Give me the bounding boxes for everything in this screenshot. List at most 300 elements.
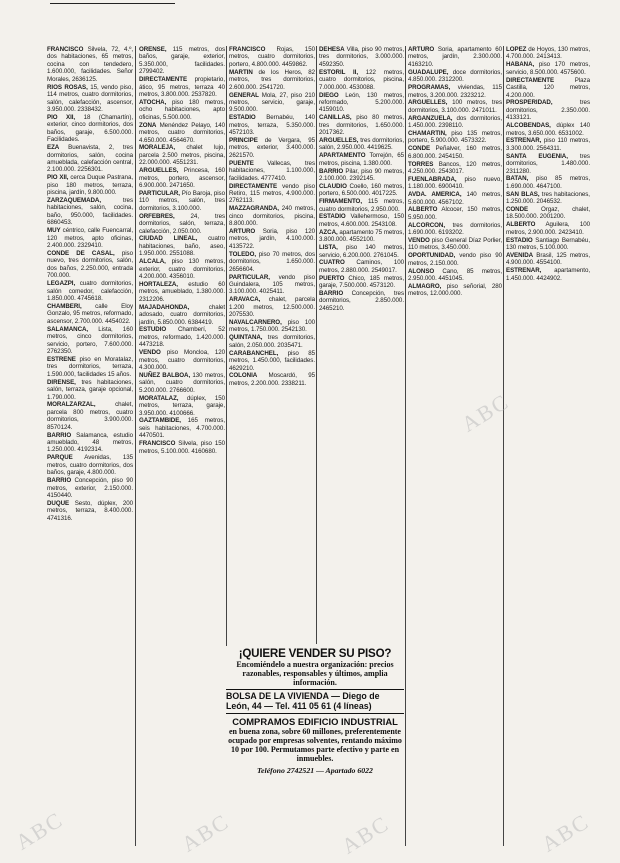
classified-ad-lead: ARTURO [229, 228, 256, 235]
classified-ad [229, 205, 315, 227]
classified-ad-text: piso 180 metros, ocho habitaciones, apto oficinas, 5.500.000. [139, 98, 225, 121]
classified-ad-lead: CHAMBERI, [47, 302, 82, 310]
classified-ad [139, 304, 225, 326]
classified-ad-text: Menéndez Pelayo, 140 metros, cuatro dormitorios, 4.650.000. 4564670. [139, 121, 225, 144]
column-divider [405, 46, 406, 846]
classified-ad [139, 258, 225, 280]
classified-ad-text: Lista, 160 metros, cinco dormitorios, servicio, portero, 7.600.000. 2762350. [47, 325, 133, 356]
classified-ad-text: Pío Baroja, piso 110 metros, salón, tres dormitorios, 3.100.000. [139, 189, 225, 212]
classified-ad [506, 267, 590, 282]
classified-ad-text: calle Eloy Gonzalo, 95 metros, reformado, ascensor, 2.700.000. 4454022. [47, 302, 133, 325]
classified-ad-text: estudio 60 metros, amueblado, 1.380.000. 2312206. [139, 280, 225, 303]
classified-ad-text: Orgaz, chalet, 18.500.000. 2001200. [506, 206, 590, 221]
classified-ad-text: piso 170 metros, servicio, 8.500.000. 4575600. [506, 61, 590, 76]
classified-ad-lead: APARTAMENTO [319, 152, 366, 160]
classified-ad-text: Vallecas, tres habitaciones, 1.100.000, facilidades. 4777410. [229, 159, 315, 182]
classified-ad [506, 175, 590, 190]
classified-ad [408, 84, 502, 99]
classified-ad [408, 99, 502, 114]
classified-ad-lead: CHAMARTIN, [408, 129, 447, 137]
classified-ad [139, 417, 225, 439]
classified-ad-text: de los Heros, 82 metros, tres dormitorios, 2.600.000. 2541720. [229, 68, 315, 91]
classified-ad [47, 401, 133, 431]
classified-ad [408, 237, 502, 252]
classified-ad [47, 432, 133, 454]
classified-ad-lead: CONDE [506, 206, 529, 214]
classified-ad-text: Plaza Castilla, 120 metros, 4.200.000. [506, 76, 590, 99]
classified-ad-lead: ARAVACA, [229, 296, 261, 304]
classified-ad [47, 144, 133, 174]
classified-ad [139, 235, 225, 257]
classified-ad-lead: DIRECTAMENTE [506, 76, 555, 84]
classified-ad-lead: ALCORCON, [408, 221, 446, 229]
classified-ad-text: cerca Duque Pastrana, piso 180 metros, terraza, piscina, jardín, 9.800.000. [47, 174, 133, 197]
classified-ad [229, 69, 315, 91]
classified-ad-text: Coello, 160 metros, portero, 6.500.000. 4017225. [319, 182, 404, 198]
classified-ad-lead: CONDE DE CASAL, [47, 249, 115, 257]
classified-ad [506, 153, 590, 175]
classified-ad-text: Concepción, piso 90 metros, exterior, 2.150.000. 4150440. [47, 477, 133, 499]
classified-ad [47, 197, 133, 227]
classified-ad-lead: ORENSE, [139, 46, 167, 53]
classified-ad [139, 281, 225, 303]
classified-ad-text: piso General Díaz Porlier, 110 metros, 3.450.000. [408, 237, 502, 252]
classified-ad [47, 356, 133, 378]
classified-ad-text: piso 110 metros, 3.300.000. 2564311. [506, 137, 590, 152]
classified-ad [47, 46, 133, 83]
classified-ad [408, 268, 502, 283]
classified-ad [319, 114, 404, 136]
classified-ad-lead: CONDE [408, 145, 431, 153]
classified-ad [506, 221, 590, 236]
classified-ad-text: Mola, 27, piso 210 metros, servicio, garaje, 9.500.000. [229, 91, 315, 114]
classified-column-5 [408, 46, 502, 846]
classified-ad [319, 69, 404, 91]
classified-ad-lead: GUADALUPE, [408, 68, 449, 76]
classified-ad [47, 303, 133, 325]
classified-ad-text: de Vergara, 95 metros, exterior, 3.400.000. 2621570. [229, 137, 315, 159]
classified-ad-lead: ALBERTO [506, 221, 536, 229]
classified-ad-text: apartamento 75 metros, 3.800.000. 4552100. [319, 228, 404, 244]
classified-ad-text: Soria, apartamento 60 metros, jardín, 2.300.000. 4163210. [408, 46, 502, 68]
classified-ad-text: chalet, parcela 1.200 metros, 12.500.000. 2075530. [229, 296, 315, 319]
classified-ad-lead: PARTICULAR, [139, 189, 180, 197]
classified-ad [319, 229, 404, 244]
classified-ad [408, 283, 502, 298]
classified-ad [408, 46, 502, 68]
classified-ad-text: Caminos, 100 metros, 2.880.000. 2549017. [319, 259, 404, 274]
classified-ad [139, 440, 225, 455]
classified-ad-text: chalet, parcela 800 metros, cuatro dormitorios, 3.900.000. 8570124. [47, 401, 133, 431]
classified-ad-text: cuatro dormitorios, salón comedor, calefacción, 1.850.000. 4745618. [47, 280, 133, 303]
classified-column-1 [47, 46, 133, 846]
classified-ad-text: chalet lujo, parcela 2.500 metros, piscina, 22.000.000. 4551231. [139, 144, 225, 167]
classified-ad-text: 24, tres dormitorios, salón, terraza, calefacción, 2.050.000. [139, 212, 225, 235]
classified-ad-text: tres dormitorios, 1.480.000. 2311280. [506, 152, 590, 175]
classified-ad-text: piso señorial, 280 metros, 12.000.000. [408, 282, 502, 298]
classified-ad-lead: PRINCIPE [229, 137, 258, 144]
classified-ad [139, 144, 225, 166]
classified-ad-lead: LEGAZPI, [47, 280, 76, 288]
classified-ad [319, 152, 404, 167]
classified-ad-lead: FRANCISCO [139, 440, 176, 448]
classified-ad-text: Princesa, 160 metros, portero, ascensor, 6.900.000. 2471650. [139, 167, 225, 190]
classified-ad [139, 213, 225, 235]
classified-ad-text: Chico, 185 metros, garaje, 7.500.000. 4573120. [319, 274, 404, 290]
classified-ad-text: 140 metros, 5.600.000. 4567102. [408, 191, 502, 206]
classified-ad-lead: PARTICULAR, [229, 273, 270, 281]
classified-ad [506, 61, 590, 76]
classified-ad [319, 46, 404, 68]
classified-ad [408, 191, 502, 206]
classified-ad-text: viviendas, 115 metros, 3.200.000. 2323212. [408, 84, 502, 99]
classified-ad-text: dúplex 140 metros, 3.650.000. 6531002. [506, 122, 590, 137]
classified-ad-lead: EZA [47, 144, 60, 152]
classified-ad [319, 183, 404, 198]
classified-ad-lead: DIEGO [319, 91, 339, 99]
classified-ad-lead: VENDO [408, 237, 430, 245]
classified-ad-text: Concepción, tres dormitorios, 2.850.000. 2465210. [319, 289, 404, 312]
classified-ad-text: Bancos, 120 metros, 4.250.000. 2543017. [408, 160, 502, 175]
classified-ad-text: chalet adosado, cuatro dormitorios, jardín, 5.850.000. 6384419. [139, 303, 225, 326]
classified-ad-lead: BARRIO [319, 289, 344, 297]
classified-ad-text: 15, vendo piso, 114 metros, cuatro dormitorios, salón, calefacción, ascensor, 3.950.000. 2338432. [47, 83, 133, 114]
classified-ad [506, 77, 590, 99]
classified-ad [506, 237, 590, 252]
classified-ad-lead: QUINTANA, [229, 334, 263, 342]
classified-ad-text: Soria, piso 120 metros, jardín, 4.100.000. 4135722. [229, 228, 315, 250]
ad-headline-2: COMPRAMOS EDIFICIO INDUSTRIAL [232, 716, 398, 728]
classified-ad [47, 477, 133, 499]
classified-ad [408, 145, 502, 160]
classified-ad-lead: PROSPERIDAD, [506, 99, 553, 107]
classified-ad-text: Peñalver, 160 metros, 6.800.000. 2454150. [408, 145, 502, 160]
classified-ad-lead: ALMAGRO, [408, 282, 442, 290]
classified-ad-lead: ARTURO [408, 46, 435, 53]
classified-ad-text: Rojas, 150 metros, cuatro dormitorios, portero, 4.800.000. 4459862. [229, 46, 315, 68]
classified-ad-lead: AZCA, [319, 228, 338, 236]
classified-ad-lead: MUY [47, 227, 61, 235]
classified-ad [47, 227, 133, 249]
classified-ad [47, 379, 133, 401]
classified-ad [139, 395, 225, 417]
column-divider [135, 46, 136, 846]
classified-ad [408, 206, 502, 221]
classified-ad [139, 46, 225, 76]
classified-ad-text: vendo piso Retiro, 115 metros, 4.900.000. 2762113. [229, 182, 315, 205]
classified-ad-text: Santiago Bernabéu, 130 metros, 5.100.000. [506, 236, 590, 252]
classified-ad-lead: DEHESA [319, 46, 345, 53]
classified-ad-lead: FIRMAMENTO, [319, 198, 362, 206]
classified-ad-text: piso nuevo, 1.180.000. 6900410. [408, 175, 502, 191]
classified-ad [47, 500, 133, 522]
classified-ad-lead: GENERAL [229, 91, 259, 99]
classified-ad [229, 350, 315, 372]
classified-ad-text: tres dormitorios, 1.690.000. 6193202. [408, 221, 502, 237]
classified-ad-lead: SALAMANCA, [47, 325, 89, 333]
classified-ad [408, 161, 502, 176]
classified-ad-text: propietario, ático, 95 metros, terraza 40 metros, 3.800.000. 2537820. [139, 76, 225, 99]
column-divider [503, 46, 504, 846]
classified-ad [229, 334, 315, 349]
classified-ad [229, 114, 315, 136]
classified-ad-lead: MORALEJA, [139, 144, 175, 152]
classified-ad-lead: DIRENSE, [47, 378, 76, 386]
classified-ad-lead: ESTADIO [229, 114, 256, 122]
classified-ad-text: Alcocer, 150 metros, 5.950.000. [408, 206, 502, 221]
classified-ad [408, 176, 502, 191]
classified-ad-text: Chamberí, 52 metros, reformado, 1.420.000. 4473218. [139, 326, 225, 349]
classified-ad [506, 191, 590, 206]
classified-ad-text: Salamanca, estudio amueblado, 48 metros, 1.250.000. 4192314. [47, 431, 133, 454]
classified-ad [506, 46, 590, 61]
classified-ad-text: Avenidas, 135 metros, cuatro dormitorios, dos baños, garaje, 4.800.000. [47, 454, 133, 477]
classified-ad-lead: CLAUDIO [319, 182, 347, 190]
classified-ad [319, 244, 404, 259]
classified-ad [408, 252, 502, 267]
classified-ad-text: Silvela, 72, 4.º, dos habitaciones, 65 metros, cocina con tendedero, 1.600.000, facilidades. Señor Morales, 2636125. [47, 46, 133, 83]
classified-ad-lead: LOPEZ [506, 46, 527, 53]
classified-ad-lead: HORTALEZA, [139, 280, 178, 288]
classified-ad-text: piso 140 metros, servicio, 6.200.000. 2761045. [319, 244, 404, 259]
classified-ad-lead: FRANCISCO [47, 46, 84, 53]
classified-ad-lead: RIOS ROSAS, [47, 83, 88, 91]
classified-ad-text: piso 85 metros, 1.690.000. 4647100. [506, 175, 590, 190]
watermark-logo: ABC [457, 388, 514, 437]
classified-ad-lead: FUENLABRADA, [408, 175, 457, 183]
classified-ad-text: piso Moncloa, 120 metros, cuatro dormitorios, 4.300.000. [139, 349, 225, 372]
classified-ad-text: Torrejón, 65 metros, piscina, 1.380.000. [319, 152, 404, 167]
ad-office-line: BOLSA DE LA VIVIENDA — Diego de León, 44 — Tel. 411 05 61 (4 líneas) [226, 691, 380, 711]
classified-ad-text: Moscardó, 95 metros, 2.200.000. 2338211. [229, 372, 315, 387]
classified-ad [408, 222, 502, 237]
classified-ad [229, 46, 315, 68]
classified-ad-text: tres habitaciones, salón, cocina, baño, 950.000, facilidades. 6860453. [47, 197, 133, 227]
classified-ad-text: Silvela, piso 150 metros, 5.100.000. 4160680. [139, 440, 225, 455]
classified-ad-text: tres dormitorios, 2.350.000. 4133121. [506, 99, 590, 122]
classified-ad-lead: LISTA, [319, 244, 338, 252]
classified-ad-text: Vallehermoso, 150 metros, 4.600.000. 2543108. [319, 213, 404, 228]
classified-ad-lead: BARRIO [319, 167, 344, 175]
classified-ad-text: Buenavista, 2, tres dormitorios, salón, cocina amueblada, calefacción central, 2.100.000. 2256301. [47, 144, 133, 174]
classified-ad-text: 115 metros, cuatro dormitorios, 2.950.000. [319, 198, 404, 213]
classified-ad-lead: DIRECTAMENTE [139, 76, 188, 84]
classified-ad-lead: ESTRENE [47, 355, 76, 363]
classified-ad-lead: ALCOBENDAS, [506, 122, 551, 130]
classified-ad [139, 99, 225, 121]
classified-ad-lead: PARQUE [47, 454, 73, 462]
classified-ad-text: apartamento, 1.450.000. 4424902. [506, 267, 590, 282]
classified-ad-text: 165 metros, seis habitaciones, 4.700.000. 4470501. [139, 417, 225, 440]
classified-ad [47, 114, 133, 144]
classified-ad [47, 454, 133, 476]
ad-body: Encomiéndelo a nuestra organización: precios razonables, responsables y últimos, amplia información. [236, 660, 394, 687]
classified-ad [47, 174, 133, 196]
classified-ad-text: piso 70 metros, dos dormitorios, 1.650.000. 2656604. [229, 250, 315, 273]
classified-ad-text: Villa, piso 90 metros, tres dormitorios, 3.000.000. 4592350. [319, 46, 404, 68]
classified-ad-lead: TOLEDO, [229, 250, 257, 258]
watermark-logo: ABC [537, 808, 594, 857]
ad-rule [226, 689, 404, 690]
classified-ad-lead: CARABANCHEL, [229, 349, 279, 357]
classified-column-2 [139, 46, 225, 846]
classified-ad-text: 115 metros, dos baños, garaje, exterior, 5.350.000, facilidades. 2799402. [139, 46, 225, 76]
classified-ad-text: Bernabéu, 140 metros, terraza, 5.350.000. 4572103. [229, 114, 315, 137]
classified-ad-text: Brasil, 125 metros, 4.900.000. 4554100. [506, 251, 590, 267]
classified-ad-text: 18 (Chamartín), exterior, cinco dormitorios, dos baños, garaje, 6.500.000. Facilidades. [47, 113, 133, 144]
classified-ad [229, 274, 315, 296]
classified-ad-lead: NAVALCARNERO, [229, 319, 282, 326]
classified-ad-lead: CANILLAS, [319, 114, 352, 122]
classified-ad-lead: ALONSO [408, 267, 435, 275]
classified-ad-lead: ORFEBRES, [139, 212, 175, 220]
classified-ad-lead: MAJADAHONDA, [139, 303, 190, 311]
classified-ad-text: Sesto, dúplex, 200 metros, terraza, 8.400.000. 4741316. [47, 499, 133, 522]
classified-ad [139, 349, 225, 371]
classified-ad-text: piso 85 metros, 1.450.000, facilidades. 4629210. [229, 349, 315, 372]
classified-ad [229, 92, 315, 114]
classified-ad-text: piso 80 metros, tres dormitorios, 1.650.000. 2017362. [319, 114, 404, 137]
classified-ad-lead: ESTUDIO [139, 326, 167, 334]
classified-ad [139, 122, 225, 144]
ad-rule [226, 713, 404, 714]
ad-headline: ¡QUIERE VENDER SU PISO? [238, 647, 392, 660]
classified-ad [506, 99, 590, 121]
classified-ad-lead: ALBERTO [408, 206, 438, 214]
classified-ad-lead: BATAN, [506, 175, 529, 183]
classified-ad-lead: GAZTAMBIDE, [139, 417, 181, 425]
classified-ad-lead: AVENIDA [506, 251, 534, 259]
classified-ad [47, 280, 133, 302]
classified-ad-lead: ALCALA, [139, 258, 166, 266]
classified-ad-text: 122 metros, cuatro dormitorios, piscina, 7.000.000. 4530088. [319, 68, 404, 91]
classified-ad [229, 160, 315, 182]
classified-ad [229, 319, 315, 334]
watermark-logo: ABC [177, 808, 234, 857]
classified-ad-lead: ZARZAQUEMADA, [47, 197, 102, 205]
classified-ad [319, 213, 404, 228]
classified-ad-lead: MORATALAZ, [139, 394, 179, 402]
column-divider [316, 46, 317, 644]
classified-ad-text: 130 metros, salón, cuatro dormitorios, 5.200.000. 2766600. [139, 371, 225, 394]
classified-ad-lead: MARTIN [229, 68, 253, 76]
classified-ad-text: doce dormitorios, 4.850.000. 2312200. [408, 68, 502, 84]
classified-ad-lead: PIO XII, [47, 113, 76, 121]
classified-ad-text: piso en Moratalaz, tres dormitorios, terraza, 1.590.000, facilidades 15 años. [47, 355, 133, 378]
classified-ad-text: tres dormitorios, salón, 2.950.000. 4419625. [319, 137, 404, 152]
classified-ad [139, 167, 225, 189]
classified-ad-lead: SAN BLAS, [506, 190, 540, 198]
classified-column-4 [319, 46, 404, 644]
classified-ad-lead: SANTA EUGENIA, [506, 152, 568, 160]
classified-ad [506, 137, 590, 152]
classified-ad-lead: ARGUELLES, [139, 167, 179, 175]
classified-ad-lead: ZONA [139, 121, 157, 129]
classified-ad-text: piso nuevo, tres dormitorios, salón, dos baños, 2.250.000, entrada 700.000. [47, 249, 133, 280]
classified-ad [139, 372, 225, 394]
classified-ad [139, 326, 225, 348]
classified-ad [319, 290, 404, 312]
classified-ad-text: piso 100 metros, 1.750.000. 2542130. [229, 319, 315, 334]
classified-ad [319, 137, 404, 152]
classified-ad [506, 122, 590, 137]
classified-column-6 [506, 46, 590, 846]
classified-ad-lead: COLONIA [229, 372, 258, 380]
classified-ad [139, 190, 225, 212]
ad-footer: Teléfono 2742521 — Apartado 6022 [257, 766, 373, 776]
classified-ad-lead: DUQUE [47, 499, 70, 507]
watermark-logo: ABC [11, 806, 68, 855]
classified-ad-lead: OPORTUNIDAD, [408, 252, 456, 260]
classified-ad-text: 100 metros, tres dormitorios, 3.100.000. 2471011. [408, 99, 502, 114]
classified-ad [319, 259, 404, 274]
classified-ad-text: de Hoyos, 130 metros, 4.700.000. 2413413. [506, 46, 590, 61]
classified-ad [319, 92, 404, 114]
ad-body-2: en buena zona, sobre 60 millones, preferentemente ocupado por empresas solventes, rentando máximo 10 por 100. Permutamos parte efectivo y parte en inmuebles. [228, 727, 402, 763]
classified-ad [408, 130, 502, 145]
classified-ad [229, 228, 315, 250]
classified-ad-text: 240 metros, cinco dormitorios, piscina, 8.800.000. [229, 205, 315, 228]
classified-ad-lead: PUERTO [319, 274, 345, 282]
classified-ad-lead: ESTRENAR, [506, 137, 542, 145]
classified-ad-lead: CUATRO [319, 259, 345, 267]
watermark-logo: ABC [337, 810, 394, 859]
classified-ad [47, 250, 133, 280]
classified-ad-lead: ESTADIO [319, 213, 346, 221]
classified-ad-text: tres habitaciones, salón, terraza, garaje opcional, 1.790.000. [47, 378, 133, 401]
classified-ad-lead: FRANCISCO [229, 46, 266, 53]
classified-ad [229, 137, 315, 159]
classified-ad-text: dúplex, 150 metros, terraza, garaje, 3.950.000. 4100666. [139, 394, 225, 417]
boxed-advertisement [226, 648, 404, 800]
classified-ad-text: tres dormitorios, salón, 2.050.000. 2035471. [229, 334, 315, 349]
classified-ad-lead: PIO XII, [47, 174, 69, 182]
classified-ad-text: cuatro habitaciones, baño, aseo, 1.950.000. 2551088. [139, 235, 225, 258]
classified-ad-lead: PROGRAMAS, [408, 84, 451, 92]
classified-ad-text: Aguilera, 100 metros, 2.900.000. 2423410. [506, 221, 590, 236]
classified-ad [319, 168, 404, 183]
classified-ad [47, 326, 133, 356]
classified-ad-lead: HABANA, [506, 61, 535, 69]
classified-ad-text: céntrico, calle Fuencarral, 120 metros, apto oficinas, 2.400.000. 2329410. [47, 227, 133, 250]
classified-ad [506, 206, 590, 221]
classified-ad [229, 183, 315, 205]
classified-ad-lead: NUÑEZ BALBOA, [139, 371, 191, 379]
classified-ad-lead: ATOCHA, [139, 98, 167, 106]
column-divider [226, 46, 227, 646]
classified-ad [319, 275, 404, 290]
top-rule [50, 3, 175, 4]
classified-ad [506, 252, 590, 267]
classified-ad-lead: VENDO [139, 349, 161, 357]
classified-ad-text: tres habitaciones, 1.250.000. 2046532. [506, 190, 590, 206]
classified-ad-lead: DIRECTAMENTE [229, 182, 278, 190]
classified-ad-lead: BARRIO [47, 431, 72, 439]
classified-ad-lead: MORALZARZAL, [47, 401, 96, 409]
classified-ad-text: vendo piso Guindalera, 105 metros, 3.100.000. 4025411. [229, 273, 315, 296]
classified-ad [229, 251, 315, 273]
classified-ad-lead: ARGUELLES, [319, 137, 359, 144]
classified-ad-text: Pilar, piso 90 metros, 2.100.000. 2392145. [319, 167, 404, 183]
classified-ad-text: dos dormitorios, 1.450.000. 2398110. [408, 114, 502, 130]
classified-ad [139, 76, 225, 98]
classified-ad-lead: ARGUELLES, [408, 99, 448, 107]
classified-ad-text: piso 135 metros, portero, 5.900.000. 4573322. [408, 129, 502, 145]
classified-ad-lead: AVDA. AMERICA, [408, 191, 462, 199]
classified-ad [408, 115, 502, 130]
classified-ad-lead: ESTRENAR, [506, 267, 542, 275]
classified-ad [408, 69, 502, 84]
